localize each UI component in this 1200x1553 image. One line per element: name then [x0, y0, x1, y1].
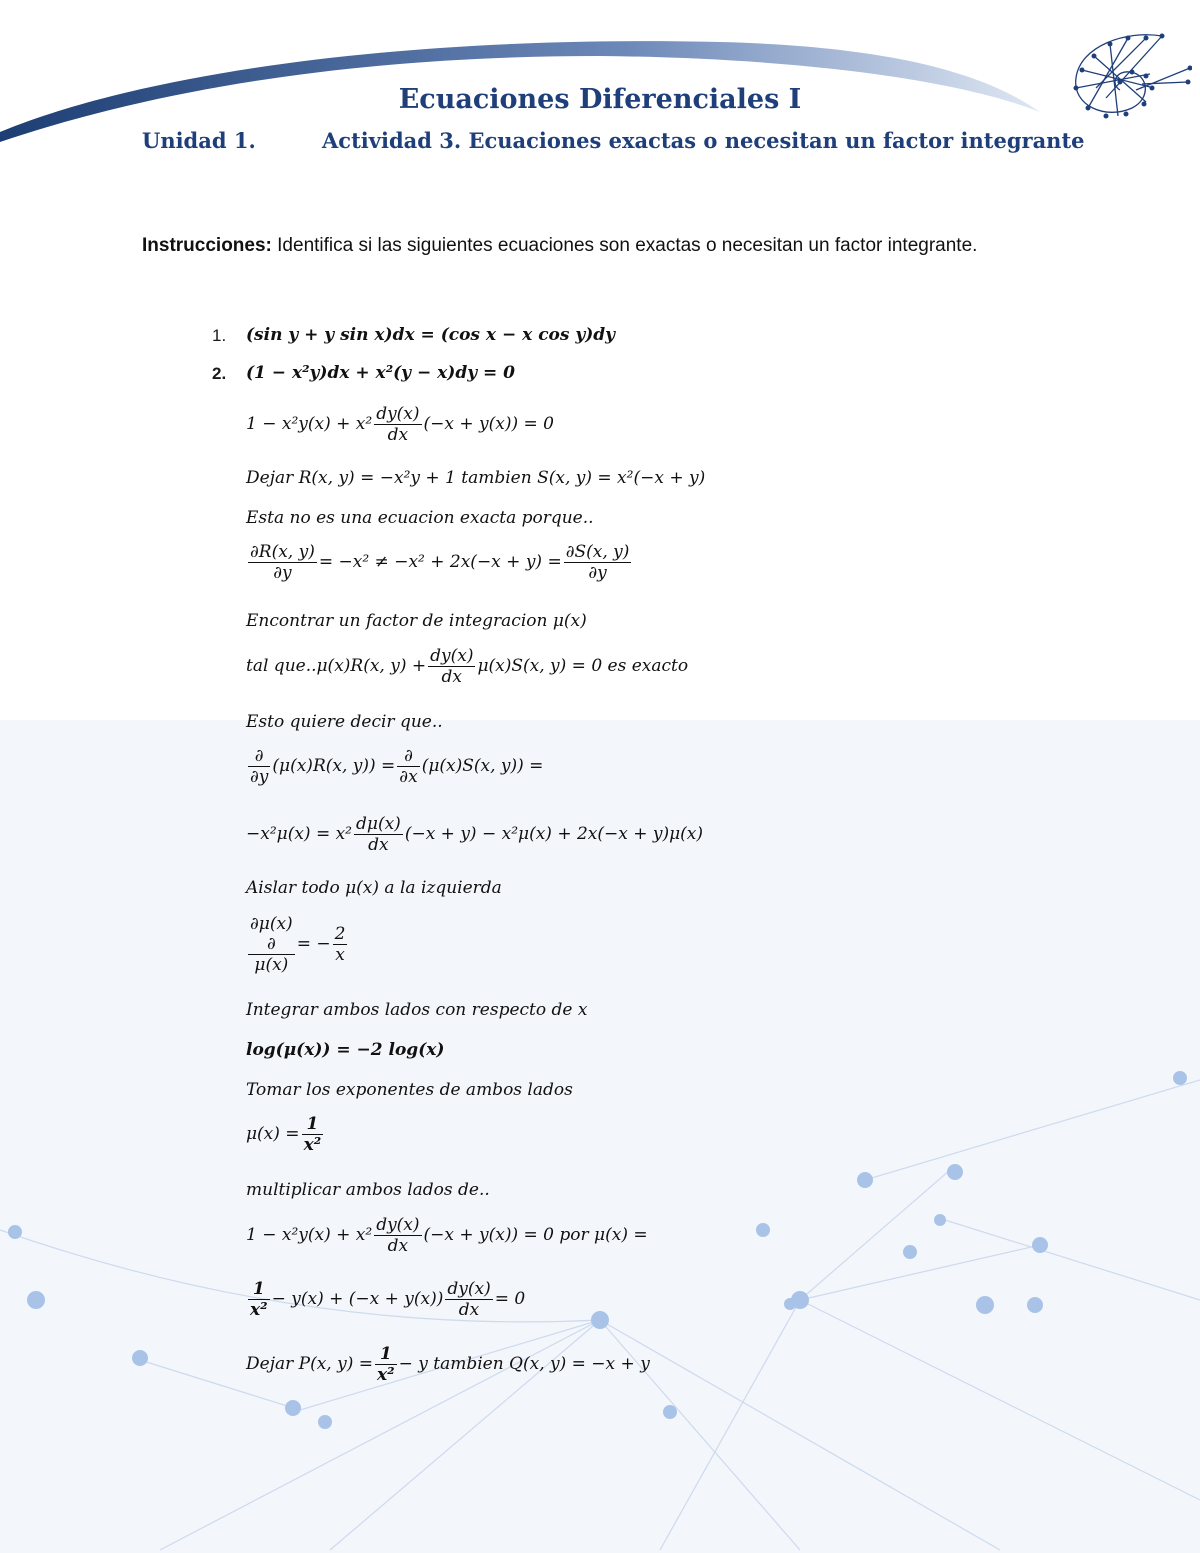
step-define-r-s: Dejar R(x, y) = −x²y + 1 tambien S(x, y) = x²(−x + y): [246, 468, 706, 488]
step-such-that: tal que..μ(x)R(x, y) + $\frac{dy(x)}{dx}$ μ(x)S(x, y) = 0 es exacto: [246, 646, 689, 687]
step-mu-result: μ(x) = $\frac{1}{\text{x²}}$: [246, 1114, 322, 1155]
step-separated: ∂μ(x) ∂ μ(x) = − $\frac{2}{x}$: [250, 914, 346, 975]
step-isolate: Aislar todo μ(x) a la izquierda: [246, 878, 502, 898]
step-expanded-factor: −x²μ(x) = x² $\frac{d\mu(x)}{dx}$ (−x + y) − x²μ(x) + 2x(−x + y)μ(x): [246, 814, 704, 855]
step-partial-equality: $\frac{\partial}{\partial y}$ (μ(x)R(x, y)) = $\frac{\partial}{\partial x}$ (μ(x)S(x, y)) =: [250, 746, 544, 787]
instructions-text: Identifica si las siguientes ecuaciones son exactas o necesitan un factor integrante.: [277, 235, 978, 256]
instructions: [142, 226, 1022, 266]
step-define-p-q: Dejar P(x, y) = $\frac{1}{\text{x²}}$ − y tambien Q(x, y) = −x + y: [246, 1344, 650, 1385]
problem-1-number: 1.: [212, 326, 227, 345]
unit-label: Unidad 1.: [142, 128, 256, 153]
instructions-label: Instrucciones:: [142, 235, 272, 256]
step-multiply-eq: 1 − x²y(x) + x² $\frac{dy(x)}{dx}$ (−x + y(x)) = 0 por μ(x) =: [246, 1215, 648, 1256]
step-integrate: Integrar ambos lados con respecto de x: [246, 1000, 588, 1020]
step-exact-form: $\frac{1}{\text{x²}}$ − y(x) + (−x + y(x)) $\frac{dy(x)}{dx}$ = 0: [250, 1279, 526, 1320]
problem-1-equation: (sin y + y sin x)dx = (cos x − x cos y)dy: [246, 325, 616, 345]
step-meaning: Esto quiere decir que..: [246, 712, 443, 732]
course-title: Ecuaciones Diferenciales I: [398, 84, 802, 115]
step-not-exact: Esta no es una ecuacion exacta porque..: [246, 508, 594, 528]
step-find-factor: Encontrar un factor de integracion μ(x): [246, 611, 587, 631]
step-multiply: multiplicar ambos lados de..: [246, 1180, 490, 1200]
step-exponentiate: Tomar los exponentes de ambos lados: [246, 1080, 573, 1100]
activity-title: Actividad 3. Ecuaciones exactas o necesitan un factor integrante: [322, 128, 1085, 153]
problem-2-equation: (1 − x²y)dx + x²(y − x)dy = 0: [246, 363, 515, 383]
step-ode-expanded: 1 − x²y(x) + x² $\frac{dy(x)}{dx}$ (−x + y(x)) = 0: [246, 404, 555, 445]
step-partials: $\frac{\partial R(x, y)}{\partial y}$ = −x² ≠ −x² + 2x(−x + y) = $\frac{\partial S(x, y)}{\partial y}$: [250, 542, 630, 583]
problem-2-number: 2.: [212, 364, 227, 383]
step-log-result: log(μ(x)) = −2 log(x): [246, 1040, 445, 1060]
